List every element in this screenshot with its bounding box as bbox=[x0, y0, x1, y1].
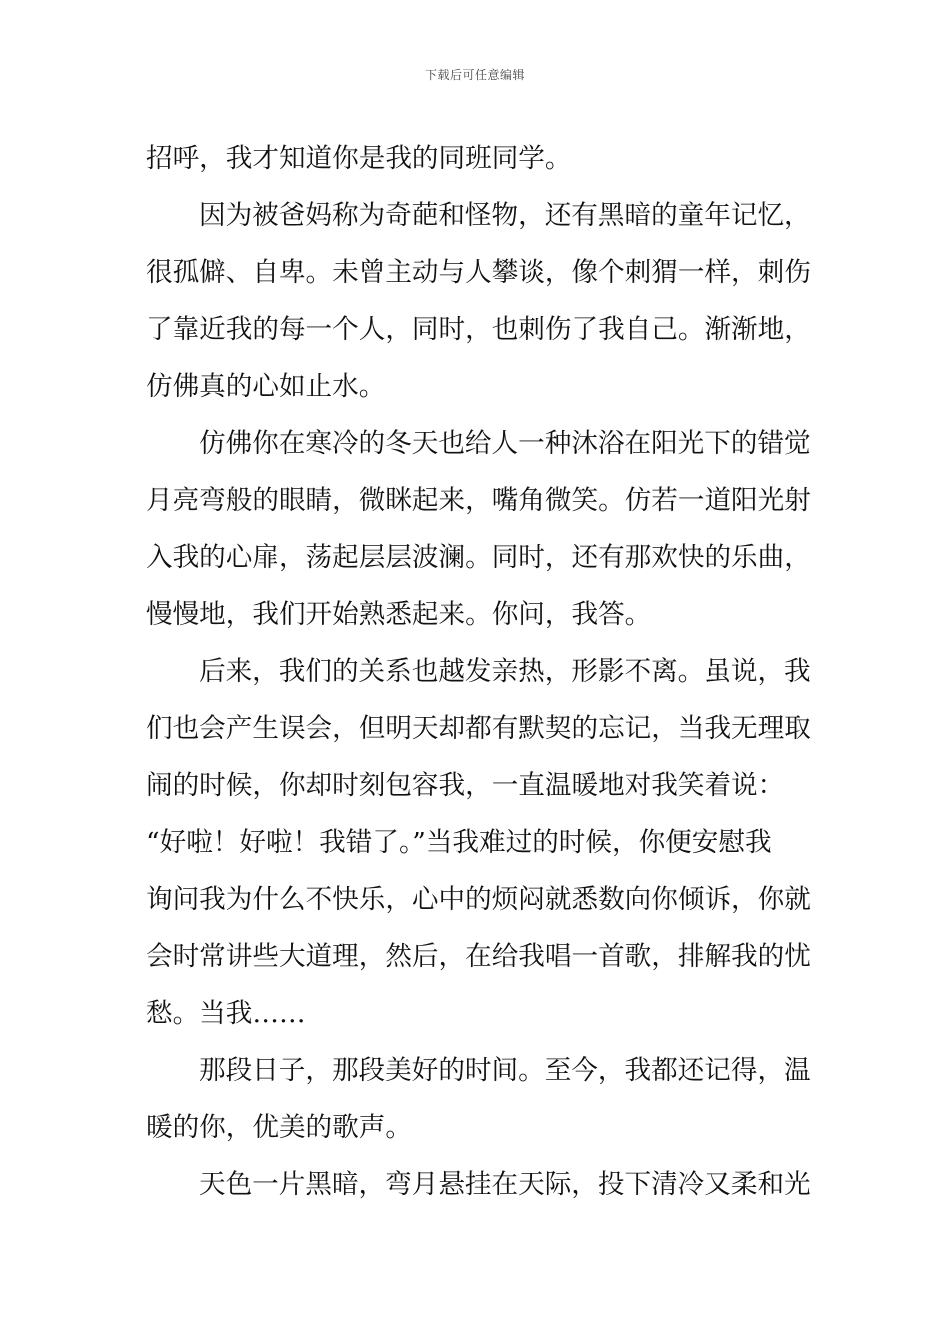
text-line: 招呼，我才知道你是我的同班同学。 bbox=[146, 143, 572, 174]
text-line: 后来，我们的关系也越发亲热，形影不离。虽说，我 bbox=[199, 656, 811, 687]
page-header-note: 下载后可任意编辑 bbox=[424, 68, 525, 82]
paragraph bbox=[146, 130, 806, 187]
text-line: 天色一片黑暗，弯月悬挂在天际，投下清冷又柔和光 bbox=[199, 1169, 811, 1200]
text-line: 仿佛你在寒冷的冬天也给人一种沐浴在阳光下的错觉 bbox=[199, 428, 811, 459]
paragraph bbox=[146, 415, 811, 643]
text-line: 那段日子，那段美好的时间。至今，我都还记得，温 bbox=[199, 1055, 811, 1086]
document-body bbox=[146, 130, 811, 1213]
paragraph bbox=[146, 1156, 811, 1213]
text-line: 们也会产生误会，但明天却都有默契的忘记，当我无理取 bbox=[146, 713, 811, 744]
text-line: 暖的你，优美的歌声。 bbox=[146, 1112, 412, 1143]
text-line: 闹的时候，你却时刻包容我，一直温暖地对我笑着说： bbox=[146, 770, 785, 801]
text-line: 因为被爸妈称为奇葩和怪物，还有黑暗的童年记忆， bbox=[199, 200, 811, 231]
text-line: 询问我为什么不快乐，心中的烦闷就悉数向你倾诉，你就 bbox=[146, 884, 811, 915]
paragraph bbox=[146, 643, 811, 1042]
text-line: 很孤僻、自卑。未曾主动与人攀谈，像个刺猬一样，刺伤 bbox=[146, 257, 811, 288]
paragraph bbox=[146, 1042, 811, 1156]
text-line: 了靠近我的每一个人，同时，也刺伤了我自己。渐渐地， bbox=[146, 314, 811, 345]
paragraph bbox=[146, 187, 811, 415]
text-line: 愁。当我…… bbox=[146, 998, 306, 1029]
text-line: 仿佛真的心如止水。 bbox=[146, 371, 386, 402]
text-line: “好啦！好啦！我错了。”当我难过的时候，你便安慰我 bbox=[146, 827, 772, 858]
text-line: 入我的心扉，荡起层层波澜。同时，还有那欢快的乐曲， bbox=[146, 542, 811, 573]
text-line: 会时常讲些大道理，然后，在给我唱一首歌，排解我的忧 bbox=[146, 941, 811, 972]
text-line: 慢慢地，我们开始熟悉起来。你问，我答。 bbox=[146, 599, 652, 630]
text-line: 月亮弯般的眼睛，微眯起来，嘴角微笑。仿若一道阳光射 bbox=[146, 485, 811, 516]
